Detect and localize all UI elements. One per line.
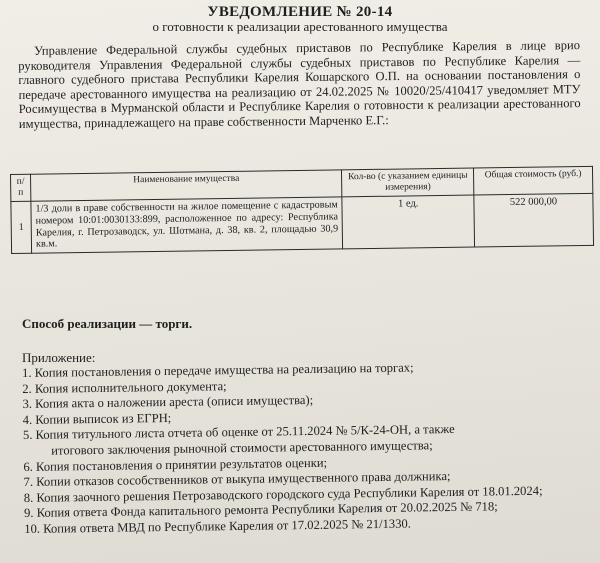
list-item: 5. Копия титульного листа отчета об оценке от 25.11.2024 № 5/К-24-ОН, а также итогового заключения рыночной стоимости арестованного имущества; xyxy=(23,421,585,460)
header-qty: Кол-во (с указанием единицы измерения) xyxy=(342,168,474,197)
document-subtitle: о готовности к реализации арестованного имущества xyxy=(152,19,448,34)
row-qty: 1 ед. xyxy=(342,195,474,249)
intro-paragraph xyxy=(18,38,581,131)
assets-table xyxy=(10,166,594,254)
row-cost: 522 000,00 xyxy=(474,193,594,247)
row-num: 1 xyxy=(11,201,32,253)
list-item: 2. Копия исполнительного документа; xyxy=(22,378,227,396)
appendix-label: Приложение: xyxy=(22,350,96,365)
list-item: 8. Копия заочного решения Петрозаводского городского суда Республики Карелия от 18.01.2024; xyxy=(23,483,543,505)
intro-text: Управление Федеральной службы судебных приставов по Республике Карелия в лице врио руководителя Управления Федеральной службы судебных приставов по Республике Карелия — главного судебного пристава Республики Карелия Кошарского О.П. на основании постановления о передаче арестованного имущества на реализацию от 24.02.2025 № 10020/25/410417 уведомляет МТУ Росимущества в Мурманской области и Республике Карелия о готовности к реализации арестованного имущества, принадлежащего на праве собственности Марченко Е.Г.: xyxy=(18,38,581,131)
header-num: п/п xyxy=(11,174,31,201)
sale-method: Способ реализации — торги. xyxy=(22,316,193,331)
list-item-continuation: итогового заключения рыночной стоимости арестованного имущества; xyxy=(51,438,433,458)
appendix-list xyxy=(22,358,586,537)
list-item: 9. Копия ответа Фонда капитального ремонта Республики Карелия от 20.02.2025 № 718; xyxy=(23,499,498,521)
header-name: Наименование имущества xyxy=(30,170,342,201)
table-row xyxy=(11,193,594,253)
row-description: 1/3 доли в праве собственности на жилое помещение с кадастровым номером 10:01:0030133:899, расположенное по адресу: Республика Карелия, г. Петрозаводск, ул. Шотмана, д. 38, кв. 2, площадью 30,9 кв.м. xyxy=(31,197,343,254)
list-item: 10. Копия ответа МВД по Республике Карелия от 17.02.2025 № 21/1330. xyxy=(24,516,411,536)
list-item: 7. Копии отказов сособственников от выкупа имущественного права должника; xyxy=(23,469,451,490)
list-item: 4. Копии выписок из ЕГРН; xyxy=(22,410,172,427)
list-item: 6. Копия постановления о принятии результатов оценки; xyxy=(23,455,328,474)
document-title: УВЕДОМЛЕНИЕ № 20-14 xyxy=(207,4,393,20)
header-cost: Общая стоимость (руб.) xyxy=(474,166,593,195)
list-item: 1. Копия постановления о передаче имущества на реализацию на торгах; xyxy=(22,360,414,380)
list-item: 3. Копия акта о наложении ареста (описи имущества); xyxy=(22,393,314,412)
